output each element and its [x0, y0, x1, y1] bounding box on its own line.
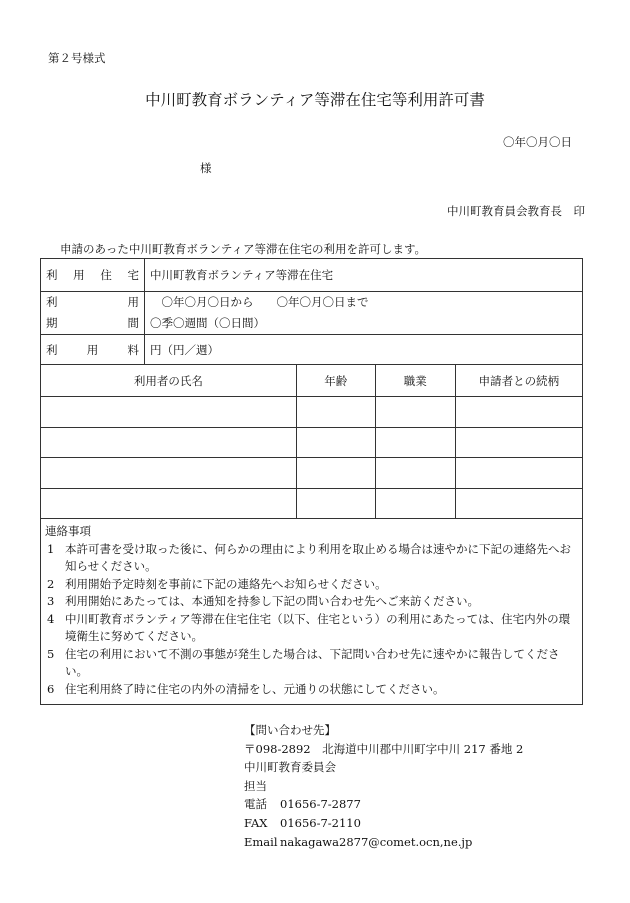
- user-relation-cell[interactable]: [455, 427, 582, 458]
- note-item: [45, 681, 578, 699]
- period-row: [41, 292, 583, 335]
- table-row: [41, 458, 583, 489]
- user-name-cell[interactable]: [41, 427, 297, 458]
- email-label: Email: [244, 834, 278, 849]
- permit-table: [40, 258, 583, 705]
- note-number: 1: [47, 541, 55, 556]
- form-number: 第２号様式: [48, 51, 106, 65]
- table-row: [41, 427, 583, 458]
- fee-row: [41, 335, 583, 365]
- note-item: [45, 576, 578, 594]
- intro-text: 申請のあった中川町教育ボランティア等滞在住宅の利用を許可します。: [60, 242, 427, 256]
- header-occupation: 職業: [375, 365, 455, 397]
- user-name-cell[interactable]: [41, 458, 297, 489]
- user-header-row: [41, 365, 583, 397]
- user-age-cell[interactable]: [296, 397, 375, 428]
- user-name-cell[interactable]: [41, 397, 297, 428]
- fee-value: 円（円／週）: [145, 335, 583, 365]
- contact-fax: [244, 814, 523, 833]
- user-name-cell[interactable]: [41, 488, 297, 519]
- user-occupation-cell[interactable]: [375, 427, 455, 458]
- house-value: 中川町教育ボランティア等滞在住宅: [145, 259, 583, 292]
- user-age-cell[interactable]: [296, 488, 375, 519]
- note-number: 4: [47, 611, 55, 626]
- period-duration: 〇季〇週間（〇日間）: [150, 316, 265, 330]
- tel-number: 01656-7-2877: [280, 797, 361, 812]
- note-text: 住宅の利用において不測の事態が発生した場合は、下記問い合わせ先に速やかに報告してください。: [65, 646, 560, 678]
- user-occupation-cell[interactable]: [375, 488, 455, 519]
- contact-email: [244, 833, 523, 852]
- notes-row: [41, 519, 583, 705]
- issue-date: 〇年〇月〇日: [503, 135, 572, 149]
- header-user-name: 利用者の氏名: [41, 365, 297, 397]
- header-age: 年齢: [296, 365, 375, 397]
- user-age-cell[interactable]: [296, 427, 375, 458]
- contact-person: 担当: [244, 778, 267, 793]
- tel-label: 電話: [244, 797, 267, 812]
- user-occupation-cell[interactable]: [375, 458, 455, 489]
- period-label: 利用 期間: [41, 292, 145, 335]
- fax-label: FAX: [244, 815, 268, 830]
- user-relation-cell[interactable]: [455, 458, 582, 489]
- user-relation-cell[interactable]: [455, 397, 582, 428]
- contact-heading: 【問い合わせ先】: [244, 723, 336, 737]
- note-number: 2: [47, 576, 55, 591]
- note-number: 3: [47, 594, 55, 608]
- note-number: 6: [47, 681, 55, 696]
- header-relation: 申請者との続柄: [455, 365, 582, 397]
- notes-cell: [41, 519, 583, 705]
- note-number: 5: [47, 646, 55, 661]
- note-text: 中川町教育ボランティア等滞在住宅住宅（以下、住宅という）の利用にあたっては、住宅内外の環境衛生に努めてください。: [65, 611, 571, 643]
- fee-label: 利用料: [41, 335, 145, 365]
- note-text: 本許可書を受け取った後に、何らかの理由により利用を取止める場合は速やかに下記の連絡先へお知らせください。: [65, 541, 571, 573]
- contact-block: [244, 721, 523, 851]
- period-dates: 〇年〇月〇日から 〇年〇月〇日まで: [150, 295, 369, 309]
- table-row: [41, 488, 583, 519]
- contact-org: 中川町教育委員会: [244, 760, 336, 775]
- note-item: [45, 611, 578, 646]
- note-item: [45, 593, 578, 611]
- note-text: 利用開始予定時刻を事前に下記の連絡先へお知らせください。: [65, 576, 387, 591]
- house-label: 利用住宅: [41, 259, 145, 292]
- contact-tel: [244, 795, 523, 814]
- period-value: [145, 292, 583, 335]
- note-item: [45, 646, 578, 681]
- note-item: [45, 541, 578, 576]
- document-title: 中川町教育ボランティア等滞在住宅等利用許可書: [145, 91, 485, 109]
- user-age-cell[interactable]: [296, 458, 375, 489]
- house-row: [41, 259, 583, 292]
- email-address[interactable]: nakagawa2877@comet.ocn,ne.jp: [280, 834, 473, 849]
- addressee-suffix: 様: [200, 161, 212, 175]
- table-row: [41, 397, 583, 428]
- notes-heading: 連絡事項: [45, 524, 91, 538]
- fax-number: 01656-7-2110: [280, 815, 361, 830]
- note-text: 住宅利用終了時に住宅の内外の清掃をし、元通りの状態にしてください。: [65, 681, 445, 696]
- user-relation-cell[interactable]: [455, 488, 582, 519]
- contact-address: 〒098-2892 北海道中川郡中川町字中川 217 番地 2: [244, 741, 524, 756]
- issuer: 中川町教育員会教育長 印: [447, 204, 585, 218]
- note-text: 利用開始にあたっては、本通知を持参し下記の問い合わせ先へご来訪ください。: [65, 594, 479, 608]
- user-occupation-cell[interactable]: [375, 397, 455, 428]
